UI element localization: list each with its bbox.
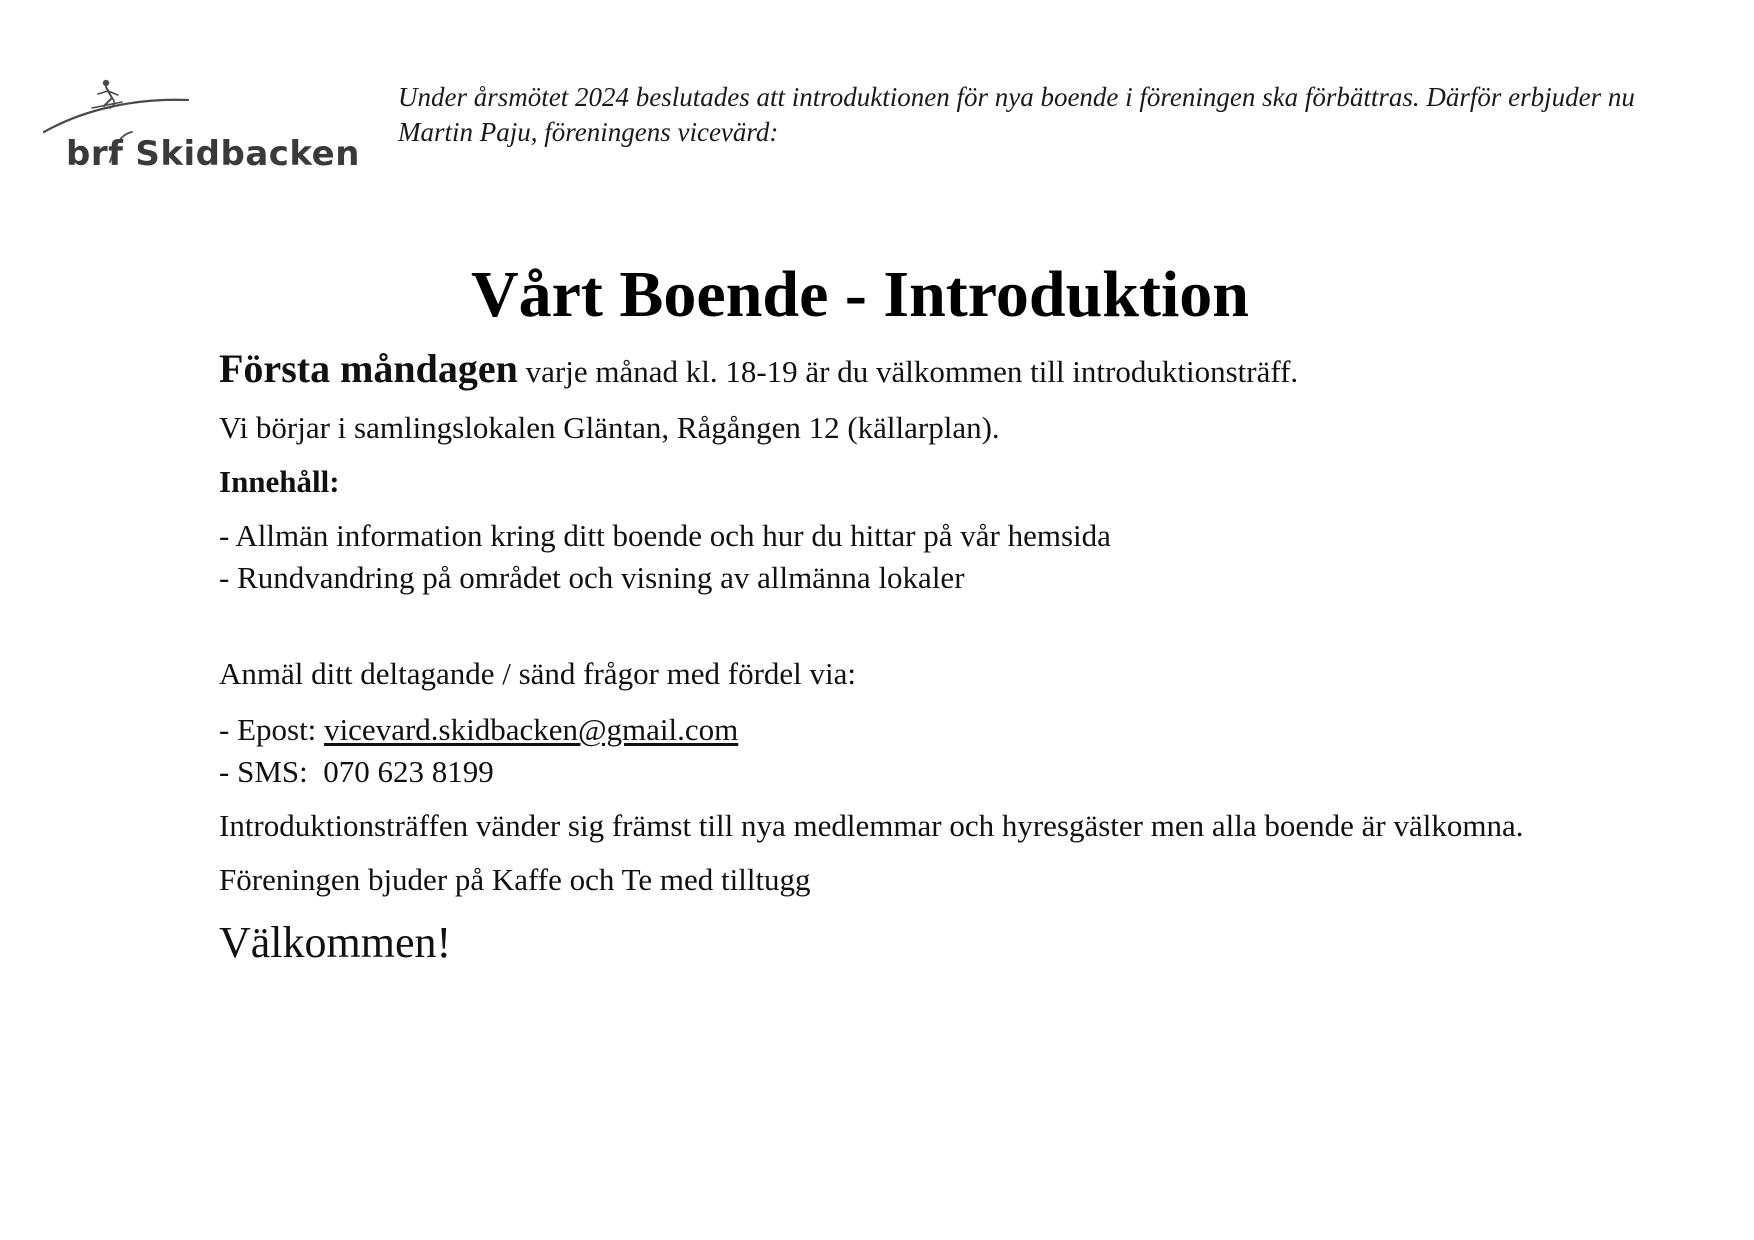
logo-name: Skidbacken — [135, 134, 360, 174]
audience-note: Introduktionsträffen vänder sig främst till nya medlemmar och hyresgäster men alla boende är välkomna. — [219, 808, 1524, 843]
brf-skidbacken-logo — [38, 78, 368, 188]
refreshments-line: Föreningen bjuder på Kaffe och Te med tilltugg — [219, 862, 811, 897]
sms-number: 070 623 8199 — [323, 754, 494, 789]
welcome-text: Välkommen! — [219, 918, 452, 967]
intro-note: Under årsmötet 2024 beslutades att introduktionen för nya boende i föreningen ska förbättras. Därför erbjuder nu Martin Paju, föreningens vicevärd: — [398, 82, 1635, 147]
contact-list — [219, 709, 1559, 793]
sms-line — [219, 751, 1559, 793]
logo-wordmark — [66, 134, 360, 174]
contents-heading: Innehåll: — [219, 464, 340, 499]
schedule-emphasis: Första måndagen — [219, 346, 518, 391]
signup-line: Anmäl ditt deltagande / sänd frågor med fördel via: — [219, 656, 857, 691]
list-item: - Rundvandring på området och visning av allmänna lokaler — [219, 560, 965, 595]
email-link[interactable]: vicevard.skidbacken@gmail.com — [324, 712, 739, 747]
list-item: - Allmän information kring ditt boende och hur du hittar på vår hemsida — [219, 518, 1111, 553]
page-title: Vårt Boende - Introduktion — [470, 258, 1250, 331]
email-line — [219, 709, 1559, 751]
document-body — [219, 346, 1559, 971]
location-line: Vi börjar i samlingslokalen Gläntan, Rågången 12 (källarplan). — [219, 410, 1000, 445]
sms-label: - SMS: — [219, 754, 324, 789]
email-label: - Epost: — [219, 712, 325, 747]
logo-prefix: brf — [66, 134, 124, 174]
schedule-line — [219, 346, 1559, 395]
schedule-details: varje månad kl. 18-19 är du välkommen till introduktionsträff. — [517, 354, 1299, 389]
contents-list — [219, 515, 1559, 599]
